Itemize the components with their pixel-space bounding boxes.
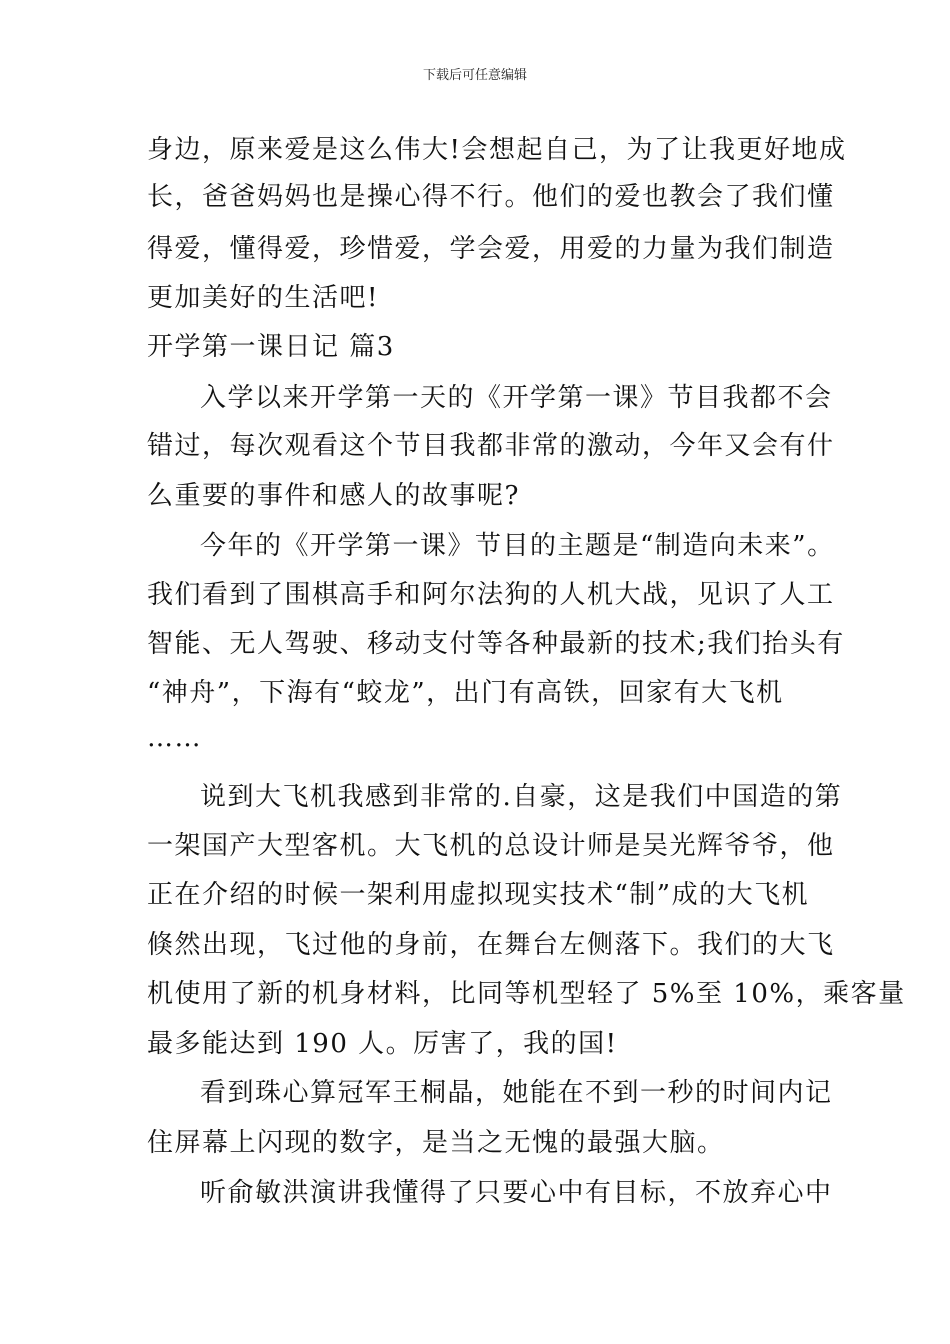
text-line: 最多能达到 190 人。厉害了，我的国! xyxy=(147,1029,618,1059)
text-line: …… xyxy=(147,723,202,753)
text-line: 看到珠心算冠军王桐晶，她能在不到一秒的时间内记 xyxy=(200,1078,833,1108)
text-line: 身边，原来爱是这么伟大!会想起自己，为了让我更好地成 xyxy=(147,135,847,165)
text-line: 错过，每次观看这个节目我都非常的激动，今年又会有什 xyxy=(147,431,835,461)
text-line: “神舟”，下海有“蛟龙”，出门有高铁，回家有大飞机 xyxy=(147,678,784,708)
text-line: 入学以来开学第一天的《开学第一课》节目我都不会 xyxy=(200,383,833,413)
text-line: 得爱，懂得爱，珍惜爱，学会爱，用爱的力量为我们制造 xyxy=(147,234,835,264)
text-line: 倏然出现，飞过他的身前，在舞台左侧落下。我们的大飞 xyxy=(147,930,835,960)
text-line: 智能、无人驾驶、移动支付等各种最新的技术;我们抬头有 xyxy=(147,629,845,659)
text-line: 么重要的事件和感人的故事呢? xyxy=(147,481,520,511)
text-line: 一架国产大型客机。大飞机的总设计师是吴光辉爷爷，他 xyxy=(147,831,835,861)
text-line: 长，爸爸妈妈也是操心得不行。他们的爱也教会了我们懂 xyxy=(147,182,835,212)
section-heading: 开学第一课日记 篇3 xyxy=(147,332,395,362)
text-line: 我们看到了围棋高手和阿尔法狗的人机大战，见识了人工 xyxy=(147,580,835,610)
page-header: 下载后可任意编辑 xyxy=(422,68,527,83)
text-line: 今年的《开学第一课》节目的主题是“制造向未来”。 xyxy=(200,531,835,561)
text-line: 正在介绍的时候一架利用虚拟现实技术“制”成的大飞机 xyxy=(147,880,810,910)
text-line: 住屏幕上闪现的数字，是当之无愧的最强大脑。 xyxy=(147,1128,725,1158)
text-line: 机使用了新的机身材料，比同等机型轻了 5%至 10%，乘客量 xyxy=(147,979,906,1009)
text-line: 听俞敏洪演讲我懂得了只要心中有目标，不放弃心中 xyxy=(200,1178,833,1208)
text-line: 说到大飞机我感到非常的.自豪，这是我们中国造的第 xyxy=(200,782,843,812)
text-line: 更加美好的生活吧! xyxy=(147,283,379,313)
